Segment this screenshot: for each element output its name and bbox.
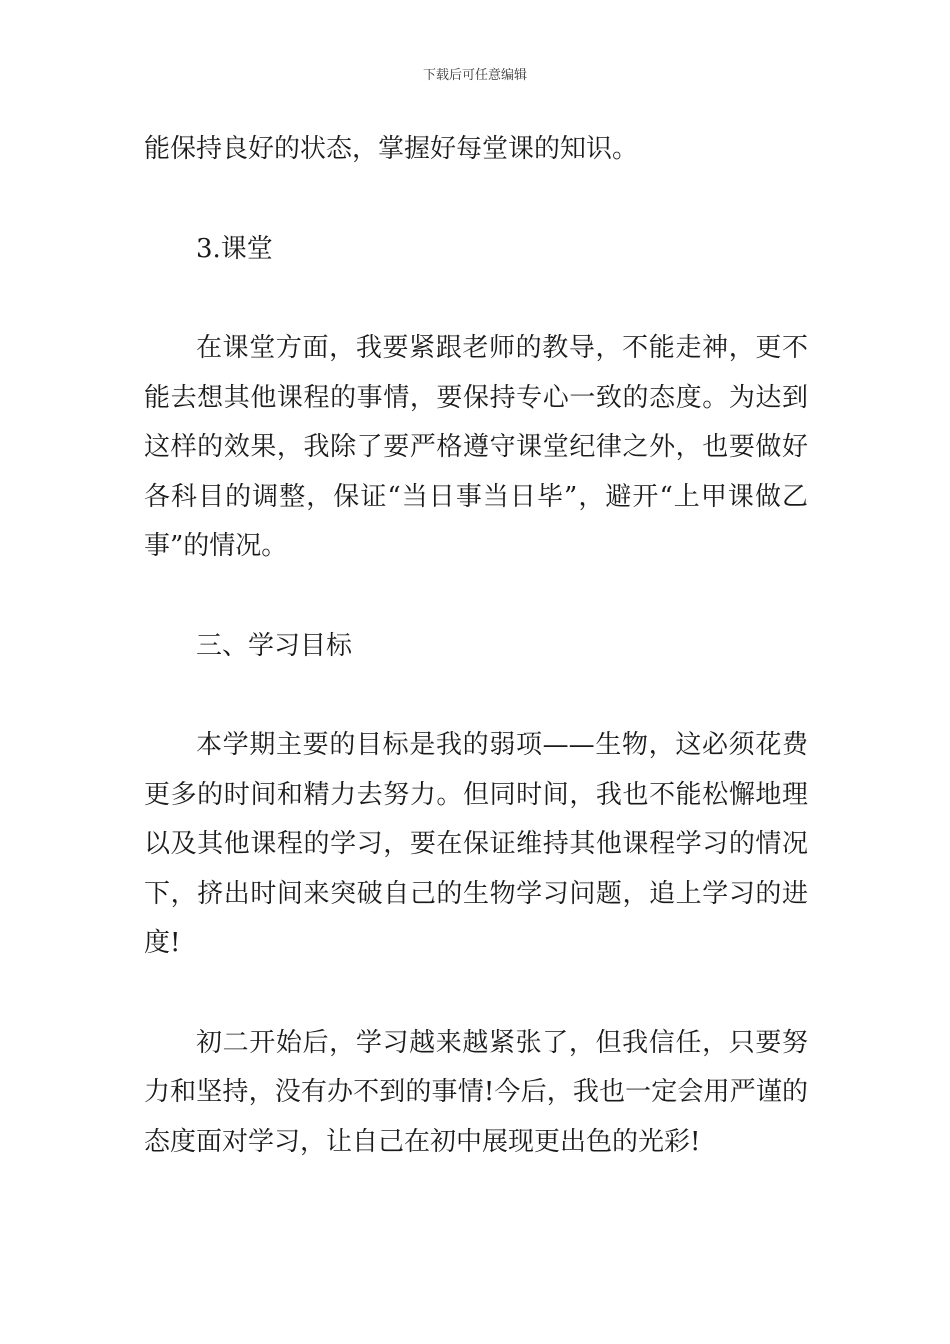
paragraph-continuation: 能保持良好的状态，掌握好每堂课的知识。	[144, 134, 639, 164]
paragraph-classroom: 在课堂方面，我要紧跟老师的教导，不能走神，更不能去想其他课程的事情，要保持专心一致的态度。为达到这样的效果，我除了要严格遵守课堂纪律之外，也要做好各科目的调整，保证“当日事当日毕”，避开“上甲课做乙事”的情况。	[144, 333, 808, 561]
page-header-note: 下载后可任意编辑	[422, 68, 527, 83]
document-body	[144, 125, 808, 1167]
section-heading-classroom: 3.课堂	[196, 233, 273, 264]
paragraph-conclusion: 初二开始后，学习越来越紧张了，但我信任，只要努力和坚持，没有办不到的事情!今后，我也一定会用严谨的态度面对学习，让自己在初中展现更出色的光彩!	[144, 1027, 808, 1157]
paragraph-goals: 本学期主要的目标是我的弱项——生物，这必须花费更多的时间和精力去努力。但同时间，我也不能松懈地理以及其他课程的学习，要在保证维持其他课程学习的情况下，挤出时间来突破自己的生物学习问题，追上学习的进度!	[144, 730, 808, 958]
section-heading-goals: 三、学习目标	[196, 630, 353, 661]
